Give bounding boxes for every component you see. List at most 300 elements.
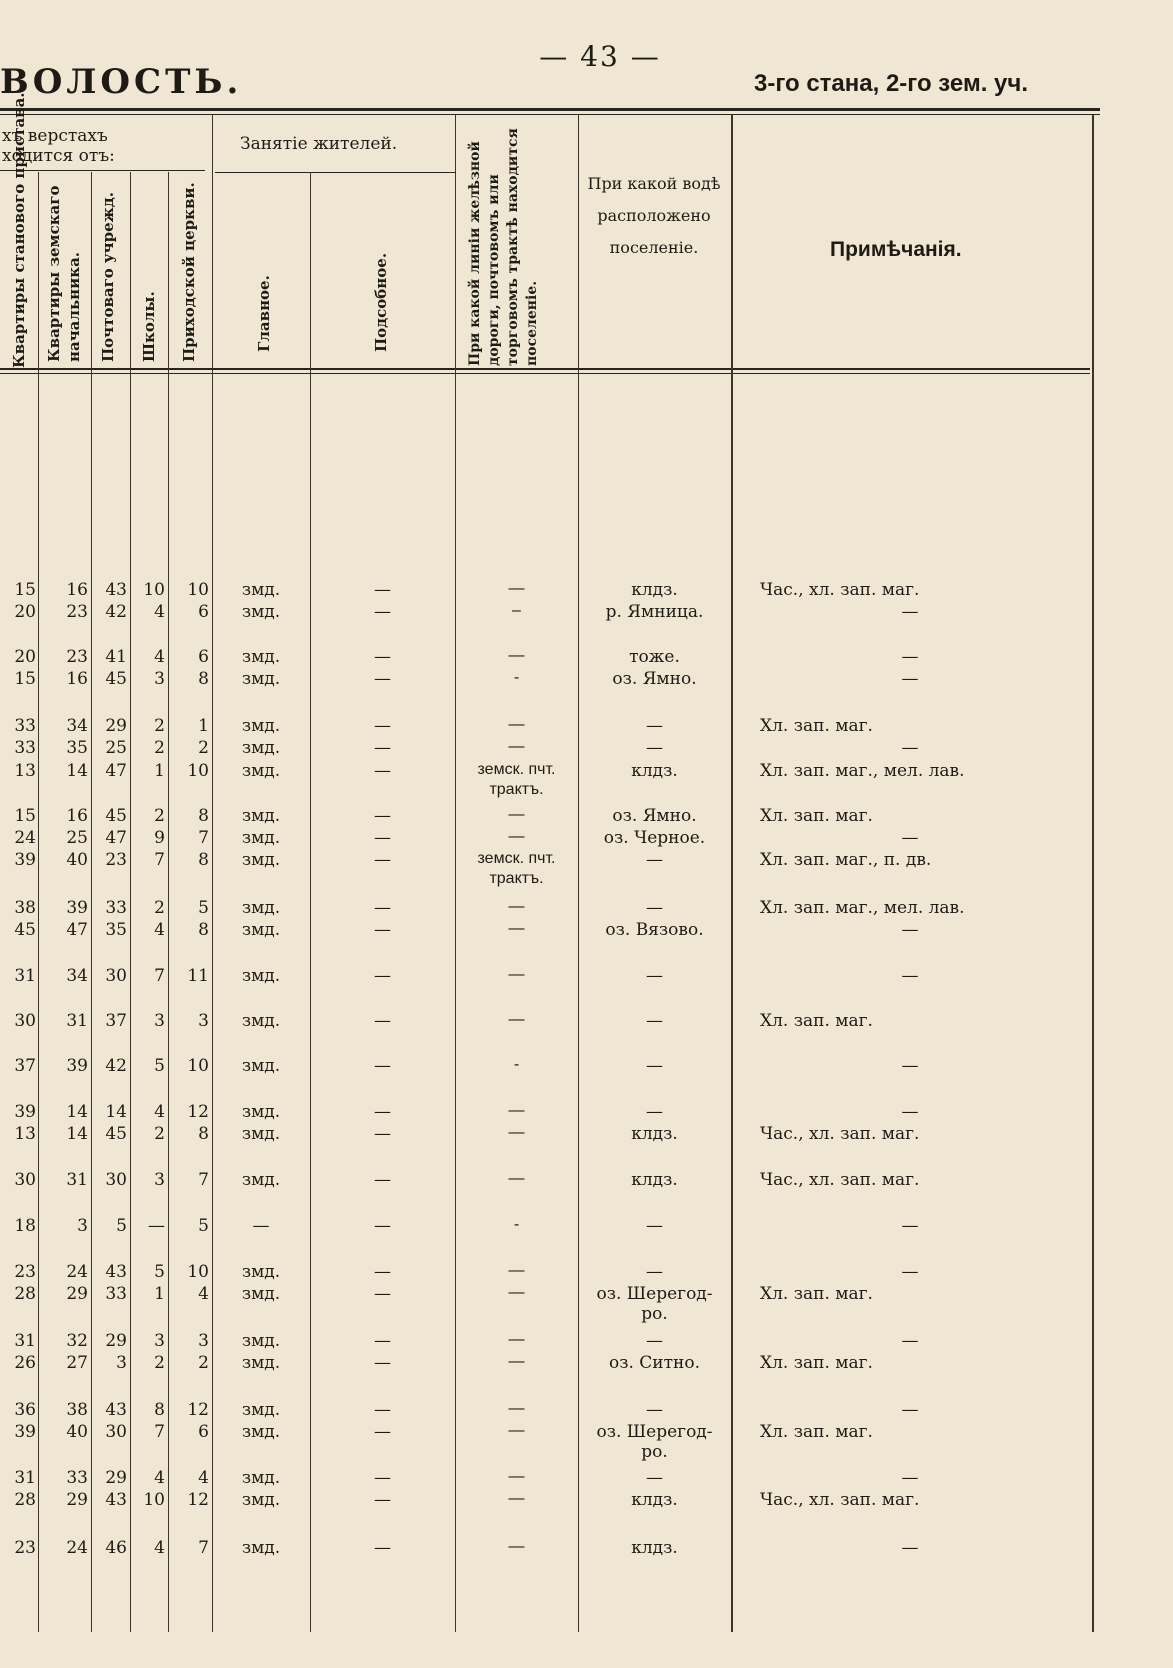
cell-note: Час., хл. зап. маг. (760, 1124, 920, 1144)
cell-water-cont: ро. (641, 1304, 668, 1324)
col-line (212, 115, 213, 1632)
cell-road: — (508, 580, 525, 597)
cell-e: 10 (187, 1056, 209, 1076)
cell-main: змд. (241, 1124, 281, 1144)
cell-a: 26 (14, 1353, 36, 1373)
cell-aux: — (374, 920, 391, 940)
cell-main: змд. (241, 806, 281, 826)
cell-road: — (508, 920, 525, 937)
col-water-header: При какой водѣ расположено поселеніе. (587, 174, 721, 257)
cell-d: 4 (154, 602, 165, 622)
cell-d: 5 (154, 1056, 165, 1076)
cell-d: 7 (154, 966, 165, 986)
cell-main: змд. (241, 669, 281, 689)
cell-main: змд. (241, 1331, 281, 1351)
cell-a: 45 (14, 920, 36, 940)
cell-road: — (508, 1284, 525, 1301)
cell-d: 2 (154, 738, 165, 758)
cell-d: 4 (154, 920, 165, 940)
cell-d: 10 (143, 580, 165, 600)
cell-c: 43 (105, 580, 127, 600)
cell-main: змд. (241, 1011, 281, 1031)
cell-a: 33 (14, 716, 36, 736)
cell-e: 1 (198, 716, 209, 736)
cell-a: 31 (14, 1468, 36, 1488)
cell-e: 7 (198, 1538, 209, 1558)
cell-e: 6 (198, 647, 209, 667)
header-bottom-rule (0, 368, 1090, 370)
cell-e: 8 (198, 920, 209, 940)
cell-aux: — (374, 1490, 391, 1510)
cell-water: — (646, 850, 663, 870)
cell-water: — (646, 966, 663, 986)
top-rule-thin (0, 114, 1100, 115)
col-line (578, 115, 579, 1632)
cell-note: Хл. зап. маг. (760, 1422, 873, 1442)
cell-b: 16 (66, 580, 88, 600)
cell-c: 37 (105, 1011, 127, 1031)
cell-d: 2 (154, 1124, 165, 1144)
cell-note: Хл. зап. маг., мел. лав. (760, 761, 965, 781)
cell-e: 10 (187, 580, 209, 600)
cell-note: — (901, 738, 919, 758)
cell-a: 37 (14, 1056, 36, 1076)
cell-a: 13 (14, 1124, 36, 1144)
cell-a: 33 (14, 738, 36, 758)
col-aux-header: Подсобное. (372, 252, 390, 352)
cell-b: 25 (66, 828, 88, 848)
cell-water: клдз. (631, 1124, 678, 1144)
cell-aux: — (374, 898, 391, 918)
cell-aux: — (374, 738, 391, 758)
cell-aux: — (374, 761, 391, 781)
cell-d: 7 (154, 850, 165, 870)
cell-road: - (513, 1056, 520, 1073)
col-road-header: При какой линіи желѣзной дороги, почтовомъ или торговомъ трактѣ находится поселеніе. (467, 128, 540, 366)
cell-water: — (646, 1468, 663, 1488)
cell-b: 47 (66, 920, 88, 940)
cell-note: — (901, 602, 919, 622)
cell-main: змд. (241, 1538, 281, 1558)
subgroup-rule-left (0, 170, 205, 171)
cell-e: 10 (187, 761, 209, 781)
cell-c: 43 (105, 1490, 127, 1510)
cell-d: 8 (154, 1400, 165, 1420)
cell-d: 2 (154, 1353, 165, 1373)
cell-main: змд. (241, 1056, 281, 1076)
cell-aux: — (374, 1284, 391, 1304)
cell-note: Хл. зап. маг. (760, 1011, 873, 1031)
cell-main: змд. (241, 1422, 281, 1442)
cell-d: 1 (154, 1284, 165, 1304)
cell-b: 31 (66, 1170, 88, 1190)
cell-b: 34 (66, 716, 88, 736)
cell-a: 28 (14, 1490, 36, 1510)
col-line (455, 115, 456, 1632)
cell-road: — (508, 716, 525, 733)
cell-main: змд. (241, 1353, 281, 1373)
cell-note: — (901, 920, 919, 940)
cell-note: Час., хл. зап. маг. (760, 1490, 920, 1510)
cell-b: 14 (66, 1102, 88, 1122)
cell-a: 13 (14, 761, 36, 781)
cell-main: змд. (241, 738, 281, 758)
cell-a: 36 (14, 1400, 36, 1420)
cell-road: — (508, 1170, 525, 1187)
occupation-header: Занятіе жителей. (240, 134, 398, 154)
cell-c: 43 (105, 1400, 127, 1420)
cell-d: 4 (154, 1538, 165, 1558)
cell-a: 39 (14, 1422, 36, 1442)
cell-e: 7 (198, 1170, 209, 1190)
cell-d: 4 (154, 1102, 165, 1122)
cell-c: 33 (105, 898, 127, 918)
cell-b: 35 (66, 738, 88, 758)
page-number: — 43 — (539, 40, 661, 73)
col-school-header: Школы. (140, 291, 158, 362)
cell-d: 4 (154, 1468, 165, 1488)
header-bottom-rule-thin (0, 373, 1090, 374)
cell-water: оз. Шерегод- (596, 1422, 713, 1442)
cell-road: — (508, 647, 525, 664)
cell-main: змд. (241, 1170, 281, 1190)
cell-road: земск. пчт. (477, 850, 556, 867)
cell-main: змд. (241, 1468, 281, 1488)
cell-road: — (508, 1538, 525, 1555)
cell-d: 5 (154, 1262, 165, 1282)
cell-d: 2 (154, 806, 165, 826)
cell-c: 29 (105, 1468, 127, 1488)
cell-c: 30 (105, 1422, 127, 1442)
cell-road: — (508, 828, 525, 845)
cell-b: 14 (66, 1124, 88, 1144)
cell-road-cont: трактъ. (489, 781, 544, 798)
cell-c: 14 (105, 1102, 127, 1122)
cell-e: 2 (198, 1353, 209, 1373)
cell-a: 28 (14, 1284, 36, 1304)
cell-note: — (901, 1216, 919, 1236)
col-line (310, 172, 311, 1632)
cell-main: змд. (241, 580, 281, 600)
distance-group-header: хъ верстахъ ходится отъ: (2, 126, 115, 166)
cell-aux: — (374, 1102, 391, 1122)
cell-b: 40 (66, 850, 88, 870)
cell-aux: — (374, 1216, 391, 1236)
cell-b: 29 (66, 1490, 88, 1510)
col-main-header: Главное. (255, 275, 273, 352)
cell-water: клдз. (631, 761, 678, 781)
cell-c: 33 (105, 1284, 127, 1304)
cell-a: 24 (14, 828, 36, 848)
cell-main: змд. (241, 761, 281, 781)
cell-water: — (646, 1011, 663, 1031)
cell-e: 5 (198, 898, 209, 918)
cell-e: 8 (198, 1124, 209, 1144)
cell-water: — (646, 1400, 663, 1420)
cell-main: змд. (241, 828, 281, 848)
cell-aux: — (374, 716, 391, 736)
cell-water: клдз. (631, 1538, 678, 1558)
cell-road: — (508, 1262, 525, 1279)
cell-note: Хл. зап. маг. (760, 716, 873, 736)
cell-aux: — (374, 850, 391, 870)
cell-c: 30 (105, 1170, 127, 1190)
cell-main: змд. (241, 966, 281, 986)
cell-water: оз. Ямно. (612, 806, 697, 826)
cell-e: 3 (198, 1011, 209, 1031)
cell-e: 6 (198, 1422, 209, 1442)
cell-a: 23 (14, 1538, 36, 1558)
cell-e: 11 (187, 966, 209, 986)
cell-e: 4 (198, 1284, 209, 1304)
top-rule (0, 108, 1100, 111)
cell-b: 3 (77, 1216, 88, 1236)
cell-b: 23 (66, 647, 88, 667)
cell-b: 32 (66, 1331, 88, 1351)
cell-a: 39 (14, 1102, 36, 1122)
cell-d: 7 (154, 1422, 165, 1442)
cell-c: 29 (105, 1331, 127, 1351)
col-post-header: Почтоваго учрежд. (99, 192, 117, 362)
cell-a: 20 (14, 647, 36, 667)
cell-main: змд. (241, 647, 281, 667)
cell-e: 8 (198, 806, 209, 826)
cell-d: 1 (154, 761, 165, 781)
cell-road: земск. пчт. (477, 761, 556, 778)
cell-a: 39 (14, 850, 36, 870)
cell-d: 10 (143, 1490, 165, 1510)
cell-note: — (901, 1468, 919, 1488)
cell-main: змд. (241, 850, 281, 870)
cell-b: 38 (66, 1400, 88, 1420)
cell-b: 39 (66, 898, 88, 918)
volost-title: ВОЛОСТЬ. (0, 62, 243, 102)
cell-c: 43 (105, 1262, 127, 1282)
cell-a: 31 (14, 1331, 36, 1351)
cell-road: — (508, 1353, 525, 1370)
cell-water: оз. Шерегод- (596, 1284, 713, 1304)
cell-e: 2 (198, 738, 209, 758)
cell-water: оз. Вязово. (605, 920, 704, 940)
cell-main: змд. (241, 1102, 281, 1122)
cell-water: клдз. (631, 580, 678, 600)
cell-note: Час., хл. зап. маг. (760, 580, 920, 600)
cell-a: 20 (14, 602, 36, 622)
cell-d: 2 (154, 716, 165, 736)
cell-water: оз. Ситно. (608, 1353, 701, 1373)
cell-aux: — (374, 1422, 391, 1442)
cell-road: — (508, 738, 525, 755)
cell-main: змд. (241, 1262, 281, 1282)
cell-e: 4 (198, 1468, 209, 1488)
cell-water: тоже. (629, 647, 680, 667)
cell-water: р. Ямница. (605, 602, 704, 622)
cell-main: змд. (241, 1400, 281, 1420)
cell-c: 41 (105, 647, 127, 667)
cell-main: — (252, 1216, 270, 1236)
cell-water: — (646, 1216, 663, 1236)
cell-c: 30 (105, 966, 127, 986)
cell-note: — (901, 828, 919, 848)
cell-road: — (508, 1400, 525, 1417)
cell-road-cont: трактъ. (489, 870, 544, 887)
cell-note: — (901, 1056, 919, 1076)
cell-note: — (901, 1331, 919, 1351)
cell-e: 7 (198, 828, 209, 848)
cell-water: оз. Черное. (603, 828, 706, 848)
subgroup-rule-occ (215, 172, 455, 173)
cell-road: — (508, 1102, 525, 1119)
cell-b: 23 (66, 602, 88, 622)
cell-aux: — (374, 1400, 391, 1420)
cell-a: 30 (14, 1170, 36, 1190)
cell-b: 24 (66, 1262, 88, 1282)
cell-e: 12 (187, 1400, 209, 1420)
cell-e: 3 (198, 1331, 209, 1351)
cell-b: 31 (66, 1011, 88, 1031)
cell-road: - (513, 669, 520, 686)
cell-water: — (646, 716, 663, 736)
cell-road: — (508, 1331, 525, 1348)
cell-aux: — (374, 828, 391, 848)
cell-water: оз. Ямно. (612, 669, 697, 689)
cell-b: 16 (66, 669, 88, 689)
cell-a: 23 (14, 1262, 36, 1282)
cell-main: змд. (241, 898, 281, 918)
cell-water: — (646, 1102, 663, 1122)
cell-note: — (901, 669, 919, 689)
cell-road: — (508, 966, 525, 983)
cell-note: — (901, 1538, 919, 1558)
cell-a: 15 (14, 669, 36, 689)
cell-note: Хл. зап. маг. (760, 806, 873, 826)
cell-c: 42 (105, 602, 127, 622)
cell-b: 40 (66, 1422, 88, 1442)
cell-note: — (901, 1102, 919, 1122)
cell-e: 10 (187, 1262, 209, 1282)
cell-c: 45 (105, 806, 127, 826)
cell-aux: — (374, 966, 391, 986)
cell-b: 34 (66, 966, 88, 986)
cell-b: 39 (66, 1056, 88, 1076)
col-line (731, 115, 733, 1632)
cell-e: 12 (187, 1102, 209, 1122)
cell-d: 3 (154, 1170, 165, 1190)
cell-road: – (512, 602, 521, 619)
cell-a: 30 (14, 1011, 36, 1031)
cell-d: 3 (154, 1011, 165, 1031)
cell-road: — (508, 1124, 525, 1141)
cell-main: змд. (241, 602, 281, 622)
cell-note: — (901, 1400, 919, 1420)
cell-e: 8 (198, 669, 209, 689)
cell-c: 23 (105, 850, 127, 870)
cell-a: 15 (14, 580, 36, 600)
cell-aux: — (374, 1056, 391, 1076)
cell-road: — (508, 1422, 525, 1439)
cell-road: — (508, 1490, 525, 1507)
cell-c: 45 (105, 1124, 127, 1144)
cell-water: — (646, 1056, 663, 1076)
cell-d: 3 (154, 669, 165, 689)
cell-aux: — (374, 1538, 391, 1558)
cell-aux: — (374, 1353, 391, 1373)
cell-aux: — (374, 1262, 391, 1282)
cell-main: змд. (241, 1490, 281, 1510)
cell-aux: — (374, 1331, 391, 1351)
cell-water: — (646, 1262, 663, 1282)
cell-note: Хл. зап. маг., п. дв. (760, 850, 932, 870)
cell-note: Хл. зап. маг., мел. лав. (760, 898, 965, 918)
cell-aux: — (374, 1170, 391, 1190)
cell-aux: — (374, 602, 391, 622)
cell-b: 24 (66, 1538, 88, 1558)
cell-road: - (513, 1216, 520, 1233)
cell-e: 8 (198, 850, 209, 870)
cell-aux: — (374, 669, 391, 689)
cell-c: 47 (105, 828, 127, 848)
cell-note: Час., хл. зап. маг. (760, 1170, 920, 1190)
cell-c: 45 (105, 669, 127, 689)
cell-note: — (901, 647, 919, 667)
cell-main: змд. (241, 1284, 281, 1304)
cell-note: — (901, 1262, 919, 1282)
cell-e: 5 (198, 1216, 209, 1236)
cell-road: — (508, 898, 525, 915)
cell-a: 31 (14, 966, 36, 986)
cell-c: 29 (105, 716, 127, 736)
cell-d: — (148, 1216, 165, 1236)
cell-b: 33 (66, 1468, 88, 1488)
col-line (1092, 115, 1094, 1632)
cell-a: 15 (14, 806, 36, 826)
cell-a: 18 (14, 1216, 36, 1236)
cell-main: змд. (241, 920, 281, 940)
cell-aux: — (374, 1124, 391, 1144)
cell-c: 42 (105, 1056, 127, 1076)
cell-d: 3 (154, 1331, 165, 1351)
cell-water-cont: ро. (641, 1442, 668, 1462)
cell-note: Хл. зап. маг. (760, 1284, 873, 1304)
cell-c: 47 (105, 761, 127, 781)
cell-water: клдз. (631, 1170, 678, 1190)
cell-c: 5 (116, 1216, 127, 1236)
cell-aux: — (374, 1011, 391, 1031)
col-zemsk-header: Квартиры земскаго начальника. (45, 185, 83, 362)
cell-e: 6 (198, 602, 209, 622)
cell-water: — (646, 738, 663, 758)
col-stan-header: Квартиры станового пристава. (10, 92, 28, 368)
cell-note: — (901, 966, 919, 986)
cell-road: — (508, 806, 525, 823)
cell-c: 46 (105, 1538, 127, 1558)
cell-d: 9 (154, 828, 165, 848)
cell-main: змд. (241, 716, 281, 736)
cell-b: 14 (66, 761, 88, 781)
cell-water: — (646, 1331, 663, 1351)
cell-b: 27 (66, 1353, 88, 1373)
col-line (38, 172, 39, 1632)
cell-c: 35 (105, 920, 127, 940)
cell-b: 29 (66, 1284, 88, 1304)
cell-d: 4 (154, 647, 165, 667)
cell-water: — (646, 898, 663, 918)
cell-c: 3 (116, 1353, 127, 1373)
cell-a: 38 (14, 898, 36, 918)
cell-road: — (508, 1468, 525, 1485)
cell-e: 12 (187, 1490, 209, 1510)
cell-aux: — (374, 647, 391, 667)
